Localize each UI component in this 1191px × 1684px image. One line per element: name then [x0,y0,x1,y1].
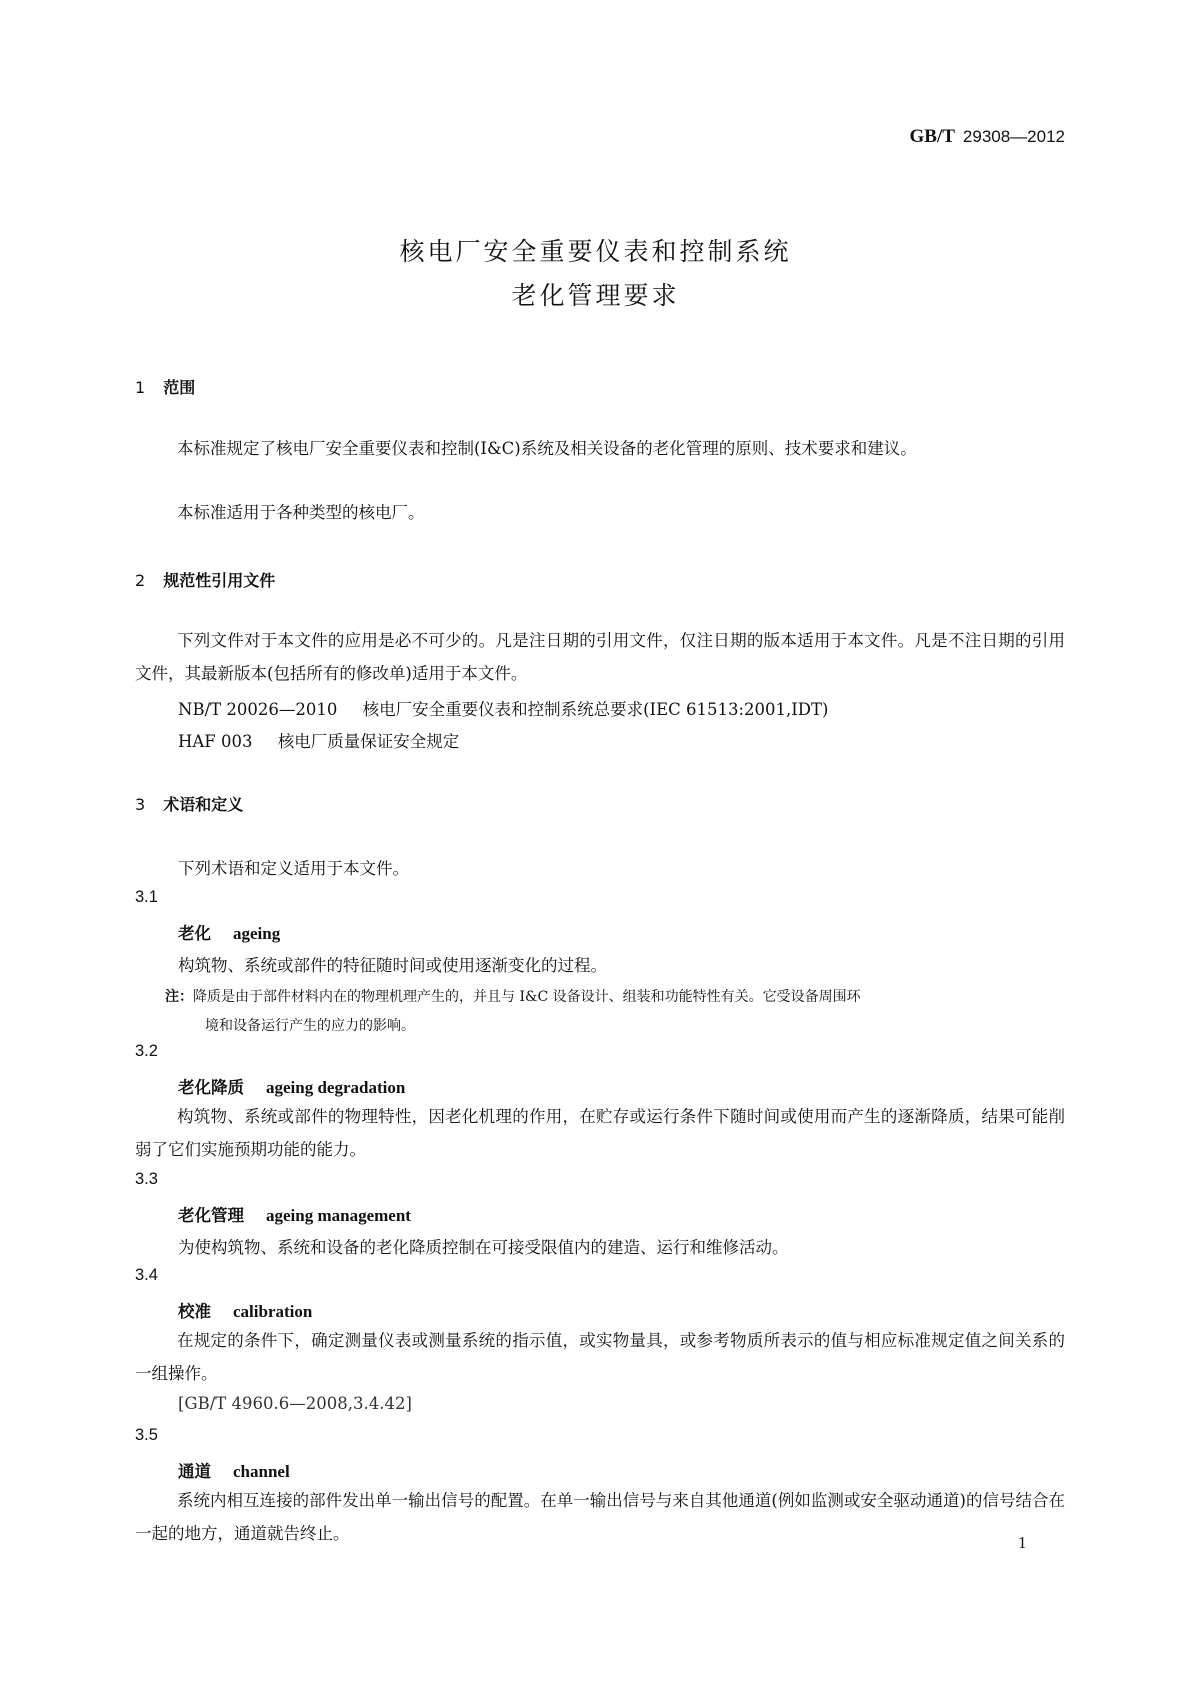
term-zh: 老化 [178,924,211,943]
standard-prefix: GB/T [909,126,955,147]
section-1-heading [135,375,195,398]
reference-code: NB/T 20026—2010 [178,700,338,719]
term-entry [178,920,280,944]
term-entry [178,1458,290,1482]
section-2-paragraph-1: 下列文件对于本文件的应用是必不可少的。凡是注日期的引用文件，仅注日期的版本适用于本文件。凡是不注日期的引用文件，其最新版本(包括所有的修改单)适用于本文件。 [135,631,1065,683]
normative-reference [178,728,459,752]
term-definition: 在规定的条件下，确定测量仪表或测量系统的指示值，或实物量具，或参考物质所表示的值与相应标准规定值之间关系的一组操作。 [135,1331,1065,1383]
page-number: 1 [1018,1533,1027,1552]
document-title-line2: 老化管理要求 [511,281,680,310]
note-label: 注： [165,989,193,1005]
note-text-line2: 境和设备运行产生的应力的影响。 [205,1018,415,1034]
clause-number: 3.4 [135,1266,158,1284]
section-number: 2 [135,571,146,590]
term-en: ageing degradation [266,1078,406,1097]
section-title: 规范性引用文件 [163,571,276,590]
reference-title: 核电厂质量保证安全规定 [277,732,460,751]
term-definition: 为使构筑物、系统和设备的老化降质控制在可接受限值内的建造、运行和维修活动。 [178,1238,789,1257]
standard-code: 29308—2012 [962,127,1065,146]
term-entry [178,1074,405,1098]
term-en: channel [233,1462,290,1481]
reference-code: HAF 003 [178,732,253,751]
term-zh: 通道 [178,1462,211,1481]
term-en: ageing [233,924,281,943]
section-title: 术语和定义 [163,795,244,814]
term-zh: 老化降质 [178,1078,244,1097]
term-zh: 校准 [178,1302,211,1321]
reference-title: 核电厂安全重要仪表和控制系统总要求(IEC 61513:2001,IDT) [362,700,829,719]
clause-number: 3.2 [135,1042,158,1060]
section-2-heading [135,568,275,591]
term-en: calibration [233,1302,313,1321]
clause-number: 3.1 [135,888,158,906]
section-3-heading [135,792,243,815]
term-definition: 系统内相互连接的部件发出单一输出信号的配置。在单一输出信号与来自其他通道(例如监测或安全驱动通道)的信号结合在一起的地方，通道就告终止。 [135,1491,1065,1543]
term-entry [178,1202,411,1226]
normative-reference [178,696,828,720]
section-1-paragraph-1: 本标准规定了核电厂安全重要仪表和控制(I&C)系统及相关设备的老化管理的原则、技术要求和建议。 [177,439,917,458]
term-note [165,983,1065,1041]
note-text-line1: 降质是由于部件材料内在的物理机理产生的，并且与 I&C 设备设计、组装和功能特性有关。它受设备周围环 [193,989,861,1005]
section-number: 1 [135,378,146,397]
section-3-intro: 下列术语和定义适用于本文件。 [178,859,409,878]
document-title-line1: 核电厂安全重要仪表和控制系统 [399,237,792,266]
section-number: 3 [135,795,146,814]
clause-number: 3.3 [135,1170,158,1188]
term-entry [178,1298,312,1322]
term-definition: 构筑物、系统或部件的特征随时间或使用逐渐变化的过程。 [178,956,607,975]
section-title: 范围 [163,378,196,397]
term-zh: 老化管理 [178,1206,244,1225]
term-source: [GB/T 4960.6—2008,3.4.42] [178,1394,412,1413]
term-definition: 构筑物、系统或部件的物理特性，因老化机理的作用，在贮存或运行条件下随时间或使用而产生的逐渐降质，结果可能削弱了它们实施预期功能的能力。 [135,1107,1065,1159]
clause-number: 3.5 [135,1426,158,1444]
section-1-paragraph-2: 本标准适用于各种类型的核电厂。 [177,503,425,522]
standard-number [910,126,1066,148]
term-en: ageing management [266,1206,411,1225]
